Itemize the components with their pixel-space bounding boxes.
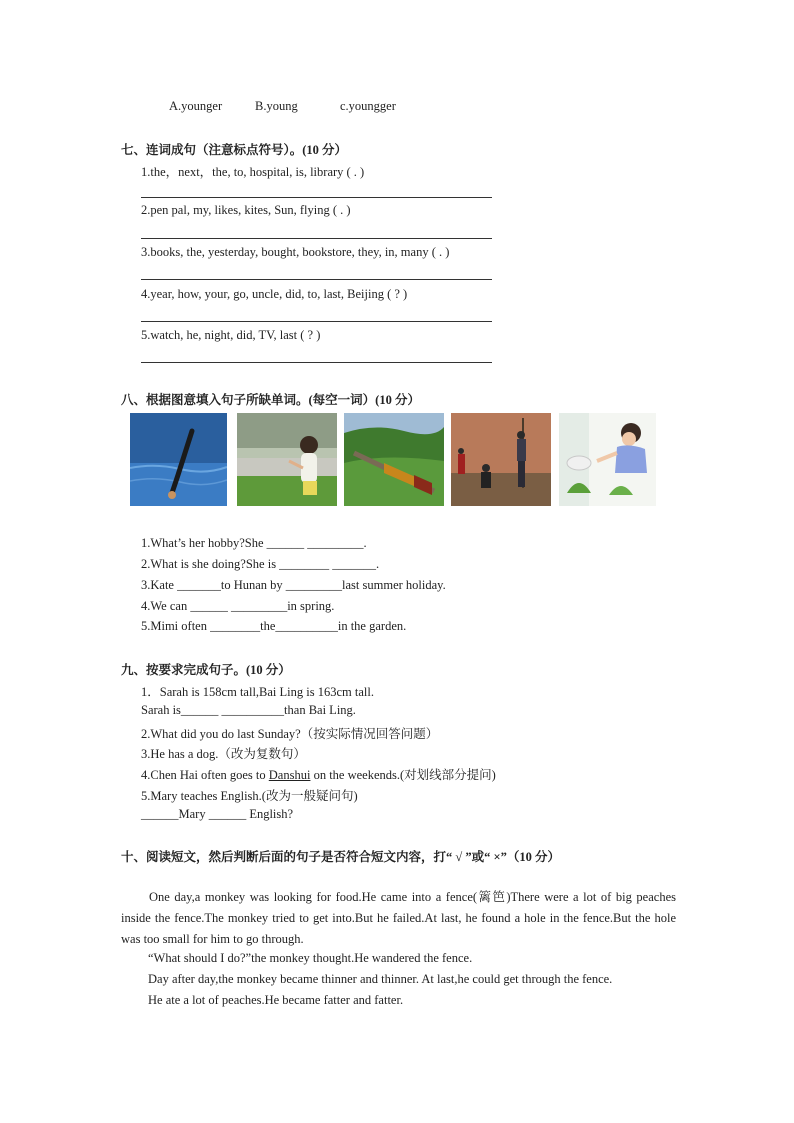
option-a: A.younger — [169, 99, 223, 113]
section-9-item-5-blank: ______Mary ______ English? — [141, 807, 294, 821]
answer-line — [141, 197, 492, 198]
reading-paragraph-4: He ate a lot of peaches.He became fatter and fatter. — [148, 993, 404, 1007]
section-9-item-4 — [141, 765, 496, 783]
underlined-word: Danshui — [268, 768, 311, 782]
section-7-item-2: 2.pen pal, my, likes, kites, Sun, flying ( . ) — [141, 203, 351, 217]
answer-line — [141, 279, 492, 280]
section-8-item-5: 5.Mimi often ________the__________in the garden. — [141, 619, 407, 633]
section-8-item-2: 2.What is she doing?She is ________ _______. — [141, 557, 380, 571]
section-8-item-4: 4.We can ______ _________in spring. — [141, 599, 335, 613]
answer-line — [141, 238, 492, 239]
watering-plants-photo — [559, 413, 656, 506]
section-9-item-2: 2.What did you do last Sunday?（按实际情况回答问题） — [141, 727, 439, 741]
section-8-heading: 八、根据图意填入句子所缺单词。(每空一词）(10 分） — [121, 393, 420, 407]
section-9-item-5: 5.Mary teaches English.(改为一般疑问句) — [141, 789, 358, 803]
section-7-item-3: 3.books, the, yesterday, bought, bookstore, they, in, many ( . ) — [141, 245, 450, 259]
tree-planting-photo — [451, 413, 551, 506]
section-8-item-3: 3.Kate _______to Hunan by _________last summer holiday. — [141, 578, 446, 592]
reading-paragraph-1: One day,a monkey was looking for food.He came into a fence(篱笆)There were a lot of big peaches inside the fence.The monkey tried to get into.But he failed.At last, he found a hole in the fence.But the hole was too small for him to go through. — [121, 890, 676, 946]
answer-line — [141, 321, 492, 322]
answer-line — [141, 362, 492, 363]
section-7-heading: 七、连词成句（注意标点符号）。(10 分） — [121, 143, 348, 157]
section-7-item-5: 5.watch, he, night, did, TV, last ( ? ) — [141, 328, 321, 342]
option-b: B.young — [255, 99, 298, 113]
section-8-item-1: 1.What’s her hobby?She ______ _________. — [141, 536, 367, 550]
section-9-item-1-blank: Sarah is______ __________than Bai Ling. — [141, 703, 356, 717]
option-c: c.youngger — [340, 99, 396, 113]
item-4-prefix: 4.Chen Hai often goes to — [141, 768, 269, 782]
section-10-heading: 十、阅读短文，然后判断后面的句子是否符合短文内容，打“ √ ”或“ ×”（10 分） — [121, 850, 560, 864]
girl-bubbles-photo — [237, 413, 337, 506]
section-9-item-3: 3.He has a dog.（改为复数句） — [141, 747, 306, 761]
reading-paragraph-2: “What should I do?”the monkey thought.He wandered the fence. — [148, 951, 473, 965]
section-7-item-4: 4.year, how, your, go, uncle, did, to, last, Beijing ( ? ) — [141, 287, 408, 301]
section-9-heading: 九、按要求完成句子。(10 分） — [121, 663, 291, 677]
train-photo — [344, 413, 444, 506]
section-9-item-1: 1．Sarah is 158cm tall,Bai Ling is 163cm tall. — [141, 685, 374, 699]
diver-photo — [130, 413, 227, 506]
item-4-suffix: on the weekends.(对划线部分提问) — [310, 768, 496, 782]
reading-paragraph-3: Day after day,the monkey became thinner and thinner. At last,he could get through the fence. — [148, 972, 613, 986]
section-7-item-1: 1.the，next，the, to, hospital, is, library ( . ) — [141, 165, 365, 179]
